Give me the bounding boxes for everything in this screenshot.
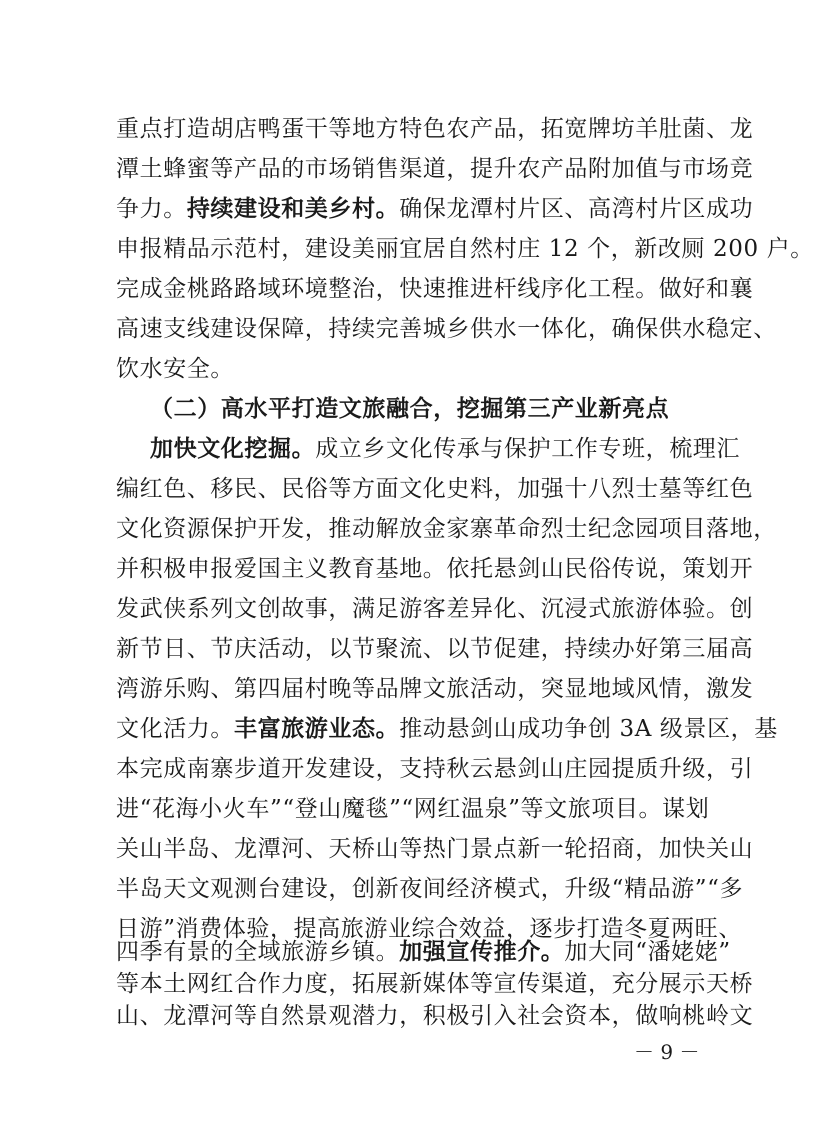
body-text-line [116, 753, 754, 785]
body-text-line [116, 553, 754, 585]
text-run: 新节日、节庆活动，以节聚流、以节促建，持续办好第三届高 [116, 636, 754, 662]
text-run: 完成金桃路路域环境整治，快速推进杆线序化工程。做好和襄 [116, 276, 754, 302]
body-text-line [116, 793, 710, 825]
body-text-line [116, 633, 754, 665]
body-text-line [116, 513, 777, 545]
body-text-line [116, 873, 744, 905]
body-text-line [116, 593, 754, 625]
text-run: 文化资源保护开发，推动解放金家寨革命烈士纪念园项目落地， [116, 516, 777, 542]
body-text-line [116, 313, 777, 345]
body-text-line [116, 936, 731, 968]
text-run: 进“花海小火车”“登山魔毯”“网红温泉”等文旅项目。谋划 [116, 796, 710, 822]
text-run: 高速支线建设保障，持续完善城乡供水一体化，确保供水稳定、 [116, 316, 777, 342]
text-run: 潭土蜂蜜等产品的市场销售渠道，提升农产品附加值与市场竞 [116, 156, 754, 182]
body-text-line [116, 233, 814, 265]
text-run: 关山半岛、龙潭河、天桥山等热门景点新一轮招商，加快关山 [116, 836, 754, 862]
body-text-line [150, 433, 741, 465]
text-run: 半岛天文观测台建设，创新夜间经济模式，升级“精品游”“多 [116, 876, 744, 902]
text-run: 加大同“潘姥姥” [564, 939, 731, 965]
text-run: 本完成南寨步道开发建设，支持秋云悬剑山庄园提质升级，引 [116, 756, 754, 782]
body-text-line [116, 673, 754, 705]
bold-subheading: 加快文化挖掘。 [150, 435, 316, 462]
body-text-line [116, 353, 688, 385]
body-text-line [116, 113, 754, 145]
text-run: 推动悬剑山成功争创 3A 级景区，基 [399, 716, 778, 742]
text-run: 文化活力。 [116, 716, 234, 742]
body-text-line [116, 473, 754, 505]
text-run: 重点打造胡店鸭蛋干等地方特色农产品，拓宽牌坊羊肚菌、龙 [116, 116, 754, 142]
text-run: 山、龙潭河等自然景观潜力，积极引入社会资本，做响桃岭文 [116, 1003, 754, 1029]
body-text-line [116, 153, 754, 185]
text-run: 申报精品示范村，建设美丽宜居自然村庄 12 个，新改厕 200 户。 [116, 236, 814, 262]
text-run: 等本土网红合作力度，拓展新媒体等宣传渠道，充分展示天桥 [116, 971, 754, 997]
body-text-line [116, 1000, 754, 1032]
body-text-line [116, 273, 754, 305]
bold-subheading: 加强宣传推介。 [399, 938, 565, 965]
body-text-line [116, 193, 754, 225]
text-run: 编红色、移民、民俗等方面文化史料，加强十八烈士墓等红色 [116, 476, 754, 502]
section-heading: （二）高水平打造文旅融合，挖掘第三产业新亮点 [150, 395, 670, 422]
body-text-line [116, 968, 754, 1000]
page-number: － 9 － [634, 1040, 700, 1064]
text-run: 争力。 [116, 196, 187, 222]
body-text-line [116, 713, 778, 745]
text-run: 四季有景的全域旅游乡镇。 [116, 939, 400, 965]
bold-subheading: 丰富旅游业态。 [234, 715, 400, 742]
body-text-line [116, 833, 754, 865]
text-run: 饮水安全。 [116, 356, 234, 382]
bold-subheading: 持续建设和美乡村。 [186, 195, 400, 222]
text-run: 湾游乐购、第四届村晚等品牌文旅活动，突显地域风情，激发 [116, 676, 754, 702]
text-run: 日游”消费体验，提高旅游业综合效益，逐步打造冬夏两旺、 [116, 916, 742, 942]
text-run: 发武侠系列文创故事，满足游客差异化、沉浸式旅游体验。创 [116, 596, 754, 622]
text-run: 并积极申报爱国主义教育基地。依托悬剑山民俗传说，策划开 [116, 556, 754, 582]
text-run: 成立乡文化传承与保护工作专班，梳理汇 [315, 436, 741, 462]
text-run: 确保龙潭村片区、高湾村片区成功 [399, 196, 754, 222]
